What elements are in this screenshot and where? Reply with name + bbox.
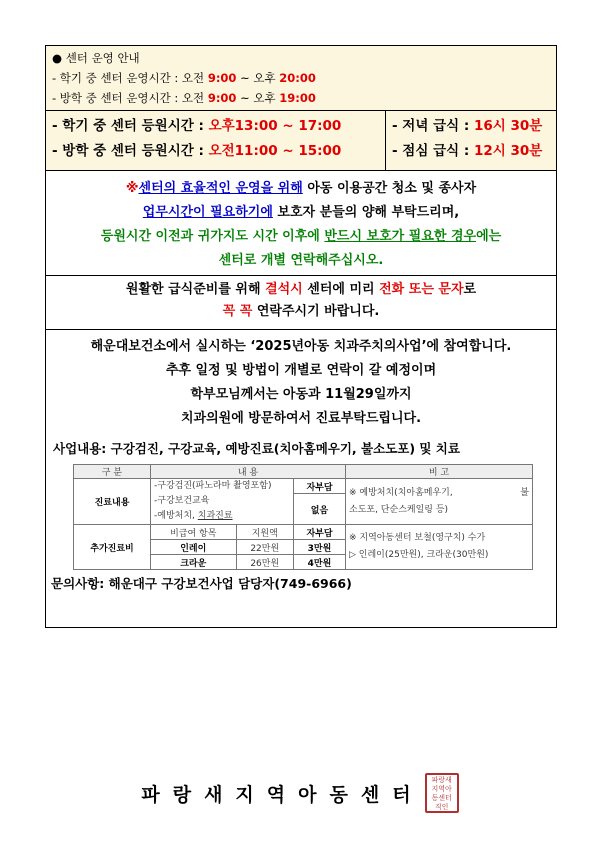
table-row: 인레이 22만원 3만원 xyxy=(74,540,533,555)
table-row: 크라운 26만원 4만원 xyxy=(74,555,533,570)
cleaning-notice-section: ※센터의 효율적인 운영을 위해 아동 이용공간 청소 및 종사자 업무시간이 필요하기에 보호자 분들의 양해 부탁드리며, 등원시간 이전과 귀가지도 시간 이후에 반드시 보호가 필요한 경우에는 센터로 개별 연락해주십시오. xyxy=(46,171,556,276)
table-row: 추가진료비 비급여 항목 지원액 자부담 ※ 지역아동센터 보철(영구치) 수가 ▷ 인레이(25만원), 크라운(30만원) xyxy=(74,525,533,540)
meal-times xyxy=(386,111,556,170)
dinner-time: - 저녁 급식 : 16시 30분 xyxy=(392,118,543,134)
table-row: 진료내용 -구강검진(파노라마 촬영포함) -구강보건교육 -예방처치, 치과진료 자부담 ※ 예방처치(치아홈메우기, 불 소도포, 단순스케일링 등) xyxy=(74,479,533,494)
table-header-row: 구 분 내 용 비 고 xyxy=(74,465,533,479)
operation-title: ● 센터 운영 안내 xyxy=(52,51,140,65)
business-content: 사업내용: 구강검진, 구강교육, 예방진료(치아홈메우기, 불소도포) 및 치료 xyxy=(53,441,460,456)
footer xyxy=(0,773,600,813)
dental-notice: 해운대보건소에서 실시하는 ‘2025년아동 치과주치의사업’에 참여합니다. 추후 일정 및 방법이 개별로 연락이 갈 예정이며 학부모님께서는 아동과 11월29일까지 치과의원에 방문하여서 진료부탁드립니다. xyxy=(90,339,512,426)
operation-hours-section xyxy=(46,46,556,111)
attendance-section xyxy=(46,111,556,171)
center-name: 파랑새지역아동센터 xyxy=(141,783,424,806)
vacation-operation-hours: - 방학 중 센터 운영시간 : 오전 9:00 ~ 오후 19:00 xyxy=(52,91,316,105)
semester-operation-hours: - 학기 중 센터 운영시간 : 오전 9:00 ~ 오후 20:00 xyxy=(52,71,316,85)
vacation-attendance: - 방학 중 센터 등원시간 : 오전11:00 ~ 15:00 xyxy=(52,143,342,159)
meal-notice-section: 원활한 급식준비를 위해 결석시 센터에 미리 전화 또는 문자로 꼭 꼭 연락주시기 바랍니다. xyxy=(46,276,556,330)
lunch-time: - 점심 급식 : 12시 30분 xyxy=(392,143,543,159)
notice-frame xyxy=(45,45,557,628)
dental-program-table: 구 분 내 용 비 고 진료내용 -구강검진(파노라마 촬영포함) -구강보건교육 -예방처치, 치과진료 자부담 ※ 예방처치(치아홈메우기, 불 소도포, 단순스케일링 등) 없음 추가진료비 비급여 항목 지원액 자부담 ※ 지역아동센터 보철(영구치) 수가 ▷ 인레이(25만원), 크라운(30만원) 인레이 22만원 3만원 크라운 26만원 4만원 xyxy=(73,464,533,570)
contact-info: 문의사항: 해운대구 구강보건사업 담당자(749-6966) xyxy=(51,576,352,591)
attendance-times xyxy=(46,111,386,170)
dental-program-section xyxy=(46,330,556,627)
semester-attendance: - 학기 중 센터 등원시간 : 오후13:00 ~ 17:00 xyxy=(52,118,342,134)
official-seal-icon: 파랑새 지역아 동센터 직인 xyxy=(425,773,459,813)
bullet-icon: ● xyxy=(52,51,63,65)
